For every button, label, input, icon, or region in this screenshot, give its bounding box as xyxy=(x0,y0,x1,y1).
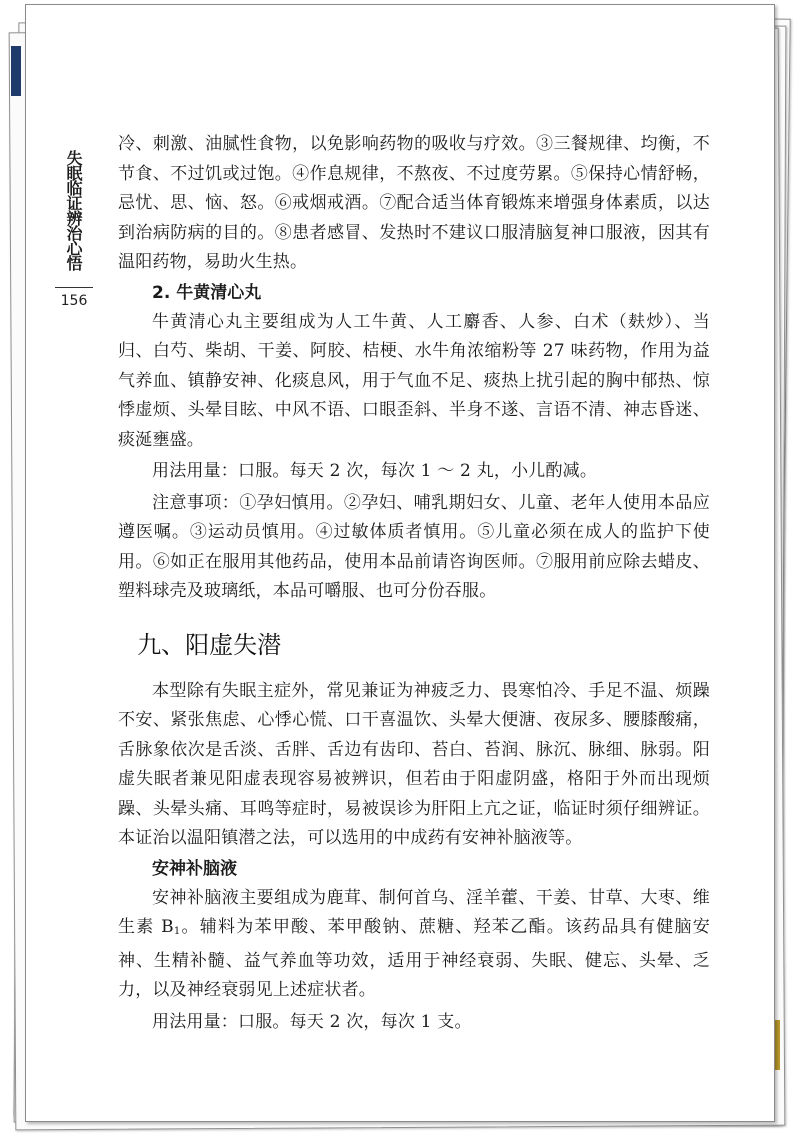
paragraph-syndrome: 本型除有失眠主症外，常见兼证为神疲乏力、畏寒怕冷、手足不温、烦躁不安、紧张焦虑、心悸心慌、口干喜温饮、头晕大便溏、夜尿多、腰膝酸痛，舌脉象依次是舌淡、舌胖、舌边有齿印、苔白、苔润、脉沉、脉细、脉弱。阳虚失眠者兼见阳虚表现容易被辨识，但若由于阳虚阴盛，格阳于外而出现烦躁、头晕头痛、耳鸣等症时，易被误诊为肝阳上亢之证，临证时须仔细辨证。本证治以温阳镇潜之法，可以选用的中成药有安神补脑液等。 xyxy=(118,680,710,848)
paragraph-composition: 牛黄清心丸主要组成为人工牛黄、人工麝香、人参、白术（麸炒）、当归、白芍、柴胡、干姜、阿胶、桔梗、水牛角浓缩粉等 27 味药物，作用为益气养血、镇静安神、化痰息风，用于气血不足、痰热上扰引起的胸中郁热、惊悸虚烦、头晕目眩、中风不语、口眼歪斜、半身不遂、言语不清、神志昏迷、痰涎壅盛。 xyxy=(118,311,710,450)
page-number: 156 xyxy=(60,293,88,309)
section-title: 九、阳虚失潜 xyxy=(137,630,282,659)
page-number-rule xyxy=(55,287,93,288)
text-run: 。辅料为苯甲酸、苯甲酸钠、蔗糖、羟苯乙酯。该药品具有健脑安神、生精补髓、益气养血等功效，适用于神经衰弱、失眠、健忘、头晕、乏力，以及神经衰弱见上述症状者。 xyxy=(118,917,710,1000)
subscript: 1 xyxy=(173,926,181,937)
paragraph-anshen-dosage: 用法用量：口服。每天 2 次，每次 1 支。 xyxy=(152,1011,472,1032)
page-body xyxy=(118,130,710,1037)
paragraph-precautions: 注意事项：①孕妇慎用。②孕妇、哺乳期妇女、儿童、老年人使用本品应遵医嘱。③运动员慎用。④过敏体质者慎用。⑤儿童必须在成人的监护下使用。⑥如正在服用其他药品，使用本品前请咨询医师。⑦服用前应除去蜡皮、塑料球壳及玻璃纸，本品可嚼服、也可分份吞服。 xyxy=(118,492,710,601)
running-book-title: 失眠临证辨治心悟 xyxy=(64,150,83,270)
paragraph-dosage: 用法用量：口服。每天 2 次，每次 1 ～ 2 丸，小儿酌减。 xyxy=(152,461,598,481)
subheading-niuhuang-qingxin-wan: 2. 牛黄清心丸 xyxy=(152,282,262,303)
cover-edge-strip xyxy=(11,46,21,96)
paragraph-continuation: 冷、刺激、油腻性食物，以免影响药物的吸收与疗效。③三餐规律、均衡，不节食、不过饥或过饱。④作息规律，不熬夜、不过度劳累。⑤保持心情舒畅，忌忧、思、恼、怒。⑥戒烟戒酒。⑦配合适当体育锻炼来增强身体素质，以达到治病防病的目的。⑧患者感冒、发热时不建议口服清脑复神口服液，因其有温阳药物，易助火生热。 xyxy=(118,134,710,272)
text-run: 安神补脑液主要组成为鹿茸、制何首乌、淫羊藿、干姜、甘草、大枣、维生素 B xyxy=(118,887,710,937)
subheading-anshen-bunao-ye: 安神补脑液 xyxy=(152,858,237,879)
paragraph-anshen-composition xyxy=(118,884,710,1006)
